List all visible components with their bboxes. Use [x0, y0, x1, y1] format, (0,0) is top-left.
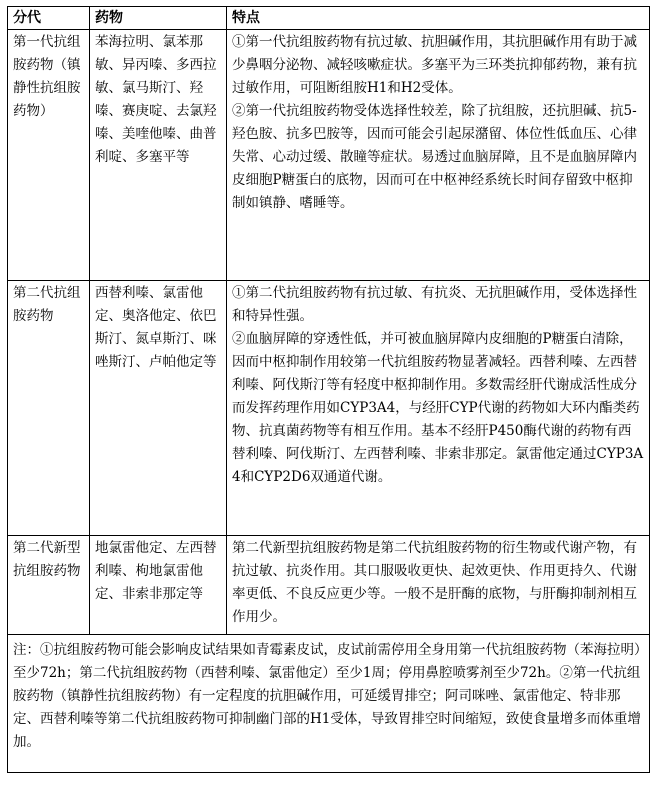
features-cell [227, 536, 650, 635]
table-note-row [8, 635, 650, 773]
drugs-cell: 西替利嗪、氯雷他定、奥洛他定、依巴斯汀、氮卓斯汀、咪唑斯汀、卢帕他定等 [90, 281, 227, 536]
features-cell [227, 281, 650, 536]
feature-paragraph: ②第一代抗组胺药物受体选择性较差，除了抗组胺，还抗胆碱、抗5-羟色胺、抗多巴胺等，因而可能会引起尿潴留、体位性低血压、心律失常、心动过缓、散瞳等症状。易透过血脑屏障，且不是血脑屏障内皮细胞P糖蛋白的底物，因而可在中枢神经系统长时间存留致中枢抑制如镇静、嗜睡等。 [232, 103, 637, 211]
feature-paragraph: ①第二代抗组胺药物有抗过敏、有抗炎、无抗胆碱作用，受体选择性和特异性强。 [232, 285, 637, 324]
generation-cell: 第二代新型抗组胺药物 [8, 536, 90, 635]
drugs-cell: 苯海拉明、氯苯那敏、异丙嗪、多西拉敏、氯马斯汀、羟嗪、赛庚啶、去氯羟嗪、美喹他嗪、曲普利啶、多塞平等 [90, 30, 227, 281]
drugs-cell: 地氯雷他定、左西替利嗪、枸地氯雷他定、非索非那定等 [90, 536, 227, 635]
table-header-row [8, 7, 650, 30]
table-row-second-generation [8, 281, 650, 536]
table-row-first-generation [8, 30, 650, 281]
antihistamine-table [7, 6, 650, 773]
generation-cell: 第二代抗组胺药物 [8, 281, 90, 536]
feature-paragraph: ①第一代抗组胺药物有抗过敏、抗胆碱作用，其抗胆碱作用有助于减少鼻咽分泌物、减轻咳嗽症状。多塞平为三环类抗抑郁药物，兼有抗过敏作用，可阻断组胺H1和H2受体。 [232, 34, 637, 96]
table-row-new-second-generation [8, 536, 650, 635]
features-cell [227, 30, 650, 281]
header-features: 特点 [227, 7, 650, 30]
header-drugs: 药物 [90, 7, 227, 30]
feature-paragraph: ②血脑屏障的穿透性低，并可被血脑屏障内皮细胞的P糖蛋白清除，因而中枢抑制作用较第一代抗组胺药物显著减轻。西替利嗪、左西替利嗪、阿伐斯汀等有轻度中枢抑制作用。多数需经肝代谢成活性成分而发挥药理作用如CYP3A4，与经肝CYP代谢的药物如大环内酯类药物、抗真菌药物等有相互作用。基本不经肝P450酶代谢的药物有西替利嗪、阿伐斯汀、左西替利嗪、非索非那定。氯雷他定通过CYP3A4和CYP2D6双通道代谢。 [232, 331, 644, 485]
table-note: 注：①抗组胺药物可能会影响皮试结果如青霉素皮试，皮试前需停用全身用第一代抗组胺药物（苯海拉明）至少72h；第二代抗组胺药物（西替利嗪、氯雷他定）至少1周；停用鼻腔喷雾剂至少72h。②第一代抗组胺药物（镇静性抗组胺药物）有一定程度的抗胆碱作用，可延缓胃排空；阿司咪唑、氯雷他定、特非那定、西替利嗪等第二代抗组胺药物可抑制幽门部的H1受体，导致胃排空时间缩短，致使食量增多而体重增加。 [8, 635, 650, 773]
feature-paragraph: 第二代新型抗组胺药物是第二代抗组胺药物的衍生物或代谢产物，有抗过敏、抗炎作用。其口服吸收更快、起效更快、作用更持久、代谢率更低、不良反应更少等。一般不是肝酶的底物，与肝酶抑制剂相互作用少。 [232, 540, 637, 625]
generation-cell: 第一代抗组胺药物（镇静性抗组胺药物） [8, 30, 90, 281]
header-generation: 分代 [8, 7, 90, 30]
